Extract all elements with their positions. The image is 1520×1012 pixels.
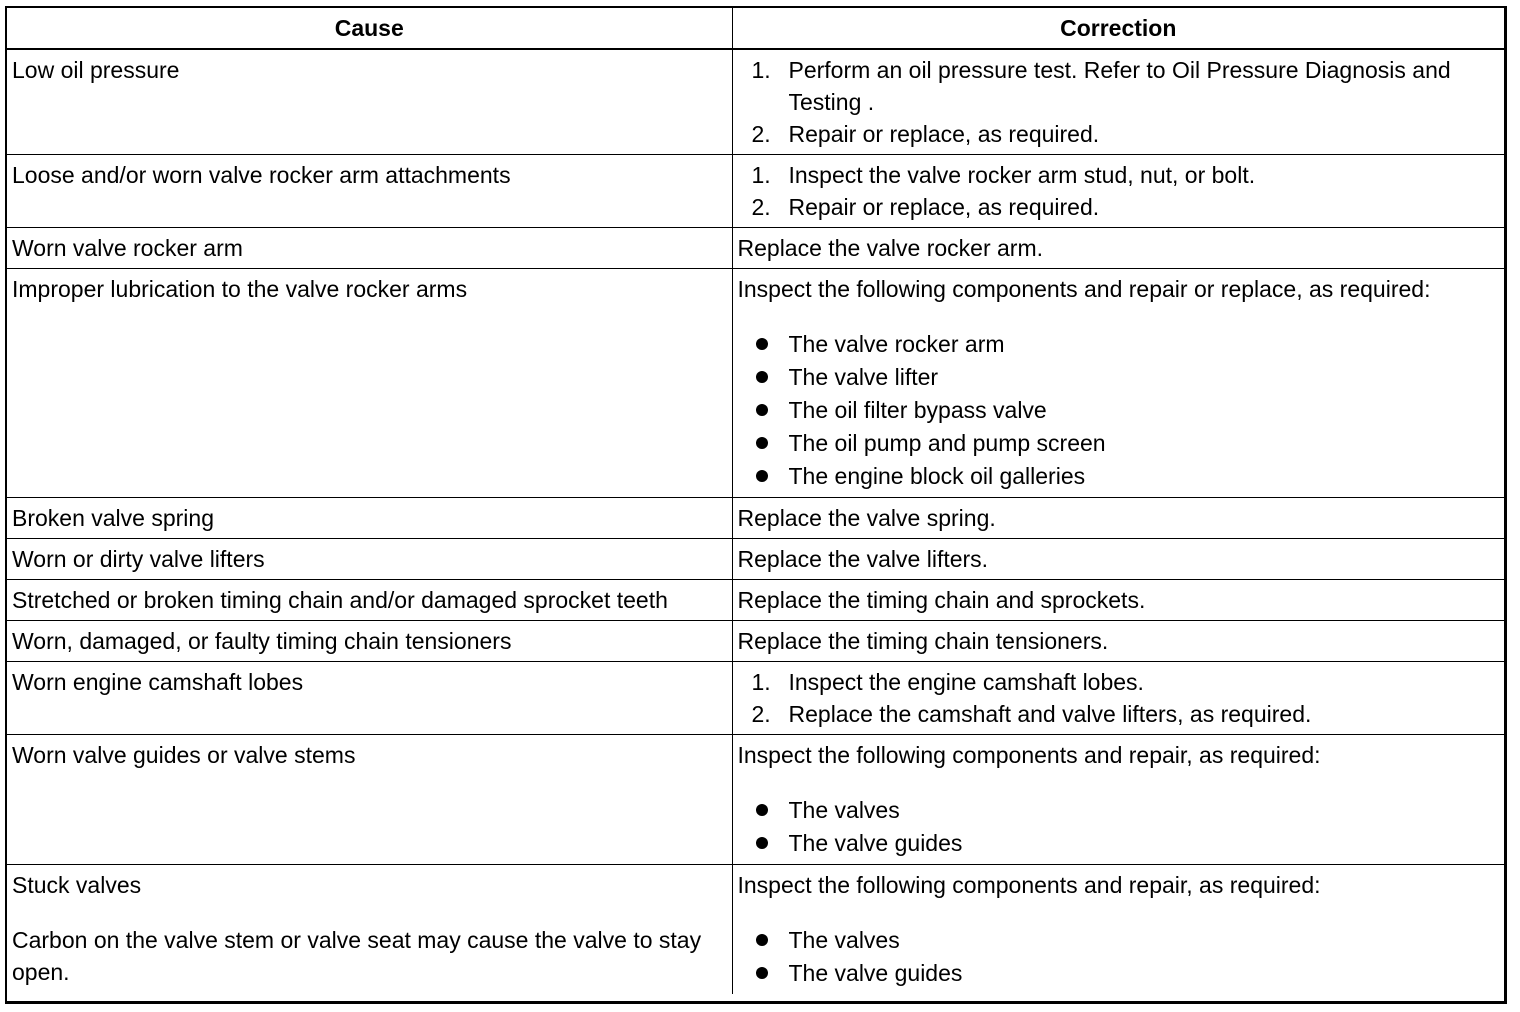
header-cause: Cause [7, 8, 732, 49]
table-row [7, 155, 1504, 228]
table-body [7, 49, 1504, 994]
component-item [738, 957, 1501, 990]
cause-text: Worn valve guides or valve stems [12, 742, 356, 768]
cause-text: Loose and/or worn valve rocker arm attachments [12, 162, 511, 188]
correction-step [738, 191, 1501, 223]
correction-step [738, 698, 1501, 730]
header-row [7, 8, 1504, 49]
cause-cell [7, 735, 732, 865]
bullet-icon [756, 967, 768, 979]
component-list [738, 328, 1501, 493]
cause-cell [7, 155, 732, 228]
correction-text: Inspect the following components and repair, as required: [737, 742, 1321, 768]
component-text: The valves [788, 797, 900, 823]
correction-cell [732, 662, 1504, 735]
table-row [7, 269, 1504, 498]
component-item [738, 361, 1501, 394]
bullet-icon [756, 404, 768, 416]
cause-cell [7, 49, 732, 155]
correction-cell [732, 498, 1504, 539]
correction-text: Replace the valve rocker arm. [737, 235, 1044, 261]
bullet-icon [756, 837, 768, 849]
component-item [738, 460, 1501, 493]
table-row [7, 580, 1504, 621]
table-row [7, 865, 1504, 995]
bullet-icon [756, 804, 768, 816]
component-item [738, 328, 1501, 361]
cause-cell [7, 539, 732, 580]
correction-text: Replace the timing chain and sprockets. [737, 587, 1146, 613]
correction-text: Replace the timing chain tensioners. [737, 628, 1109, 654]
bullet-icon [756, 934, 768, 946]
cause-text: Worn valve rocker arm [12, 235, 243, 261]
table-row [7, 228, 1504, 269]
component-item [738, 924, 1501, 957]
cause-text: Worn, damaged, or faulty timing chain tensioners [12, 628, 512, 654]
cause-note: Carbon on the valve stem or valve seat may cause the valve to stay open. [12, 927, 702, 985]
cause-cell [7, 621, 732, 662]
bullet-icon [756, 470, 768, 482]
step-number: 1. [751, 57, 771, 83]
cause-text: Stretched or broken timing chain and/or damaged sprocket teeth [12, 587, 668, 613]
component-list [738, 794, 1501, 860]
cause-correction-table [7, 8, 1504, 994]
cause-text: Worn or dirty valve lifters [12, 546, 265, 572]
cause-cell [7, 580, 732, 621]
correction-step [738, 666, 1501, 698]
correction-cell [732, 269, 1504, 498]
component-text: The valve lifter [788, 364, 939, 390]
component-item [738, 827, 1501, 860]
step-text: Repair or replace, as required. [788, 121, 1100, 147]
step-text: Inspect the engine camshaft lobes. [788, 669, 1144, 695]
correction-step [738, 159, 1501, 191]
step-text: Perform an oil pressure test. Refer to Oil Pressure Diagnosis and Testing . [788, 57, 1451, 115]
table-row [7, 662, 1504, 735]
step-number: 2. [751, 121, 771, 147]
cause-text: Improper lubrication to the valve rocker arms [12, 276, 468, 302]
component-item [738, 427, 1501, 460]
step-number: 2. [751, 701, 771, 727]
header-correction: Correction [732, 8, 1504, 49]
cause-cell [7, 498, 732, 539]
step-text: Replace the camshaft and valve lifters, as required. [788, 701, 1312, 727]
bullet-icon [756, 437, 768, 449]
cause-text: Broken valve spring [12, 505, 214, 531]
correction-cell [732, 155, 1504, 228]
correction-step [738, 54, 1501, 118]
component-text: The valves [788, 927, 900, 953]
component-list [738, 924, 1501, 990]
cause-cell [7, 269, 732, 498]
cause-cell [7, 662, 732, 735]
correction-cell [732, 539, 1504, 580]
cause-text: Stuck valves [12, 872, 142, 898]
cause-text: Worn engine camshaft lobes [12, 669, 304, 695]
correction-text: Inspect the following components and repair, as required: [737, 872, 1321, 898]
step-text: Inspect the valve rocker arm stud, nut, or bolt. [788, 162, 1256, 188]
table-row [7, 735, 1504, 865]
table-row [7, 539, 1504, 580]
correction-steps [738, 666, 1501, 730]
step-number: 1. [751, 162, 771, 188]
table-row [7, 621, 1504, 662]
correction-text: Replace the valve spring. [737, 505, 996, 531]
step-number: 2. [751, 194, 771, 220]
component-text: The oil filter bypass valve [788, 397, 1047, 423]
cause-cell [7, 228, 732, 269]
correction-text: Replace the valve lifters. [737, 546, 989, 572]
correction-step [738, 118, 1501, 150]
component-text: The engine block oil galleries [788, 463, 1086, 489]
correction-steps [738, 159, 1501, 223]
correction-cell [732, 735, 1504, 865]
cause-cell [7, 865, 732, 995]
component-text: The valve guides [788, 960, 963, 986]
correction-cell [732, 49, 1504, 155]
diagnostic-table-frame [5, 6, 1507, 1004]
component-text: The valve rocker arm [788, 331, 1005, 357]
correction-cell [732, 228, 1504, 269]
component-item [738, 794, 1501, 827]
correction-cell [732, 865, 1504, 995]
component-text: The valve guides [788, 830, 963, 856]
component-item [738, 394, 1501, 427]
correction-steps [738, 54, 1501, 150]
bullet-icon [756, 338, 768, 350]
bullet-icon [756, 371, 768, 383]
step-number: 1. [751, 669, 771, 695]
step-text: Repair or replace, as required. [788, 194, 1100, 220]
component-text: The oil pump and pump screen [788, 430, 1106, 456]
table-row [7, 498, 1504, 539]
correction-cell [732, 580, 1504, 621]
correction-cell [732, 621, 1504, 662]
cause-text: Low oil pressure [12, 57, 180, 83]
correction-text: Inspect the following components and repair or replace, as required: [737, 276, 1431, 302]
table-row [7, 49, 1504, 155]
